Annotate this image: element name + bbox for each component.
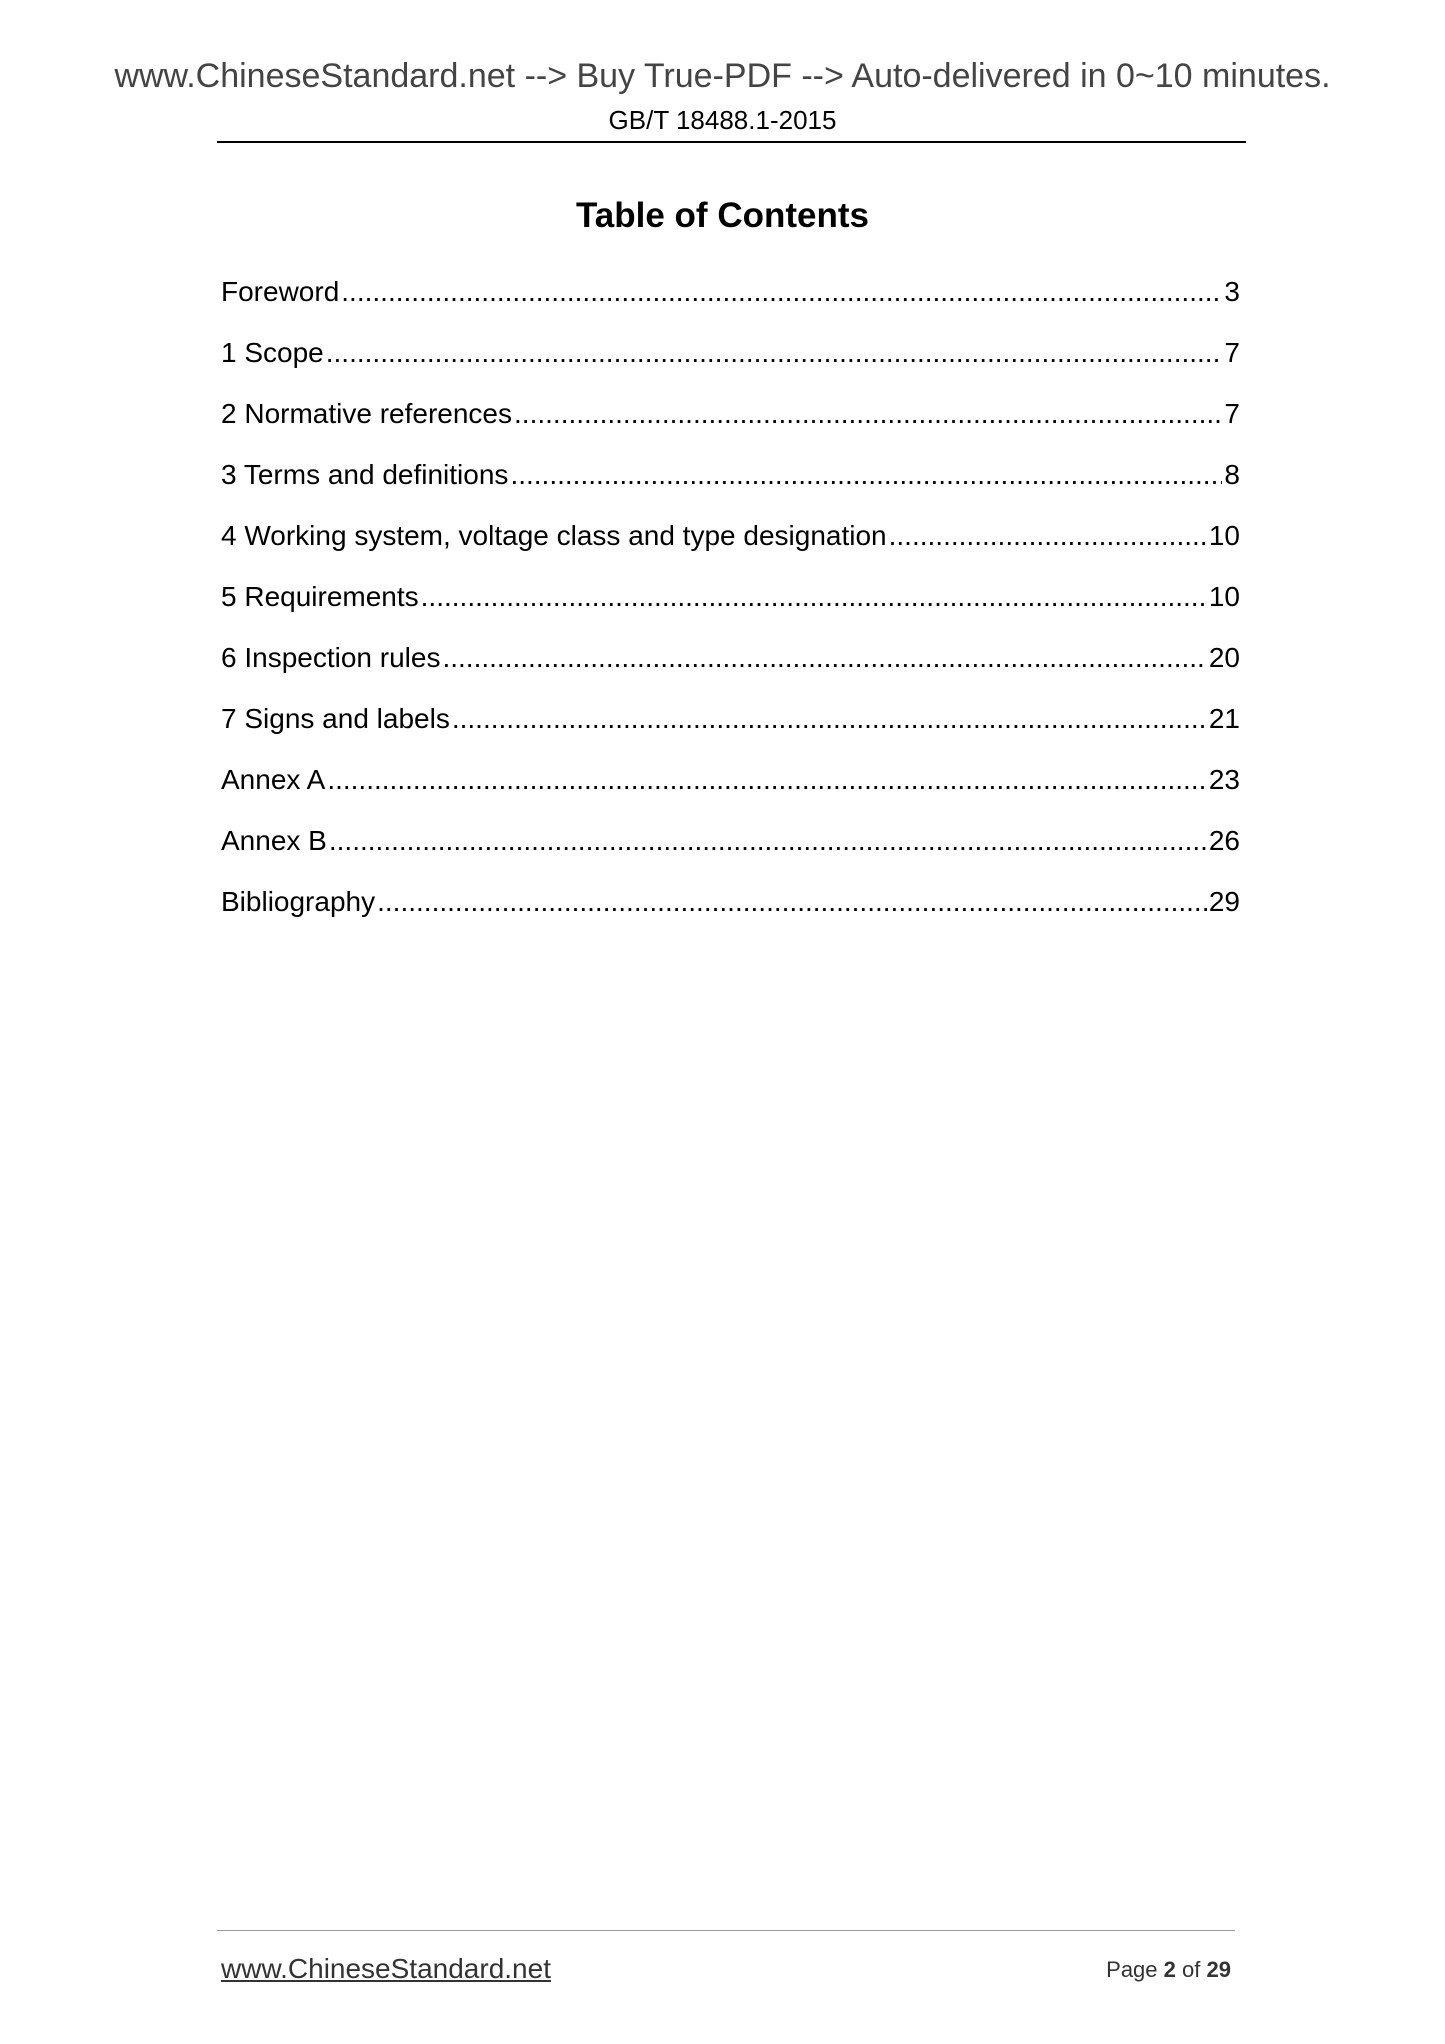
toc-entry-label: 7 Signs and labels xyxy=(221,703,450,734)
toc-dot-leader xyxy=(442,638,1206,678)
toc-entry-label: 2 Normative references xyxy=(221,398,513,429)
toc-entry-page: 7 xyxy=(1224,398,1240,429)
header-divider xyxy=(217,141,1246,143)
toc-entry-page: 3 xyxy=(1224,276,1240,307)
toc-entry-label: 1 Scope xyxy=(221,337,324,368)
toc-dot-leader xyxy=(452,699,1207,739)
toc-entry-label: 6 Inspection rules xyxy=(221,642,441,673)
toc-entry-label: Foreword xyxy=(221,276,340,307)
toc-dot-leader xyxy=(421,577,1207,617)
toc-entry[interactable] xyxy=(221,882,1240,943)
toc-entry[interactable] xyxy=(221,516,1240,577)
footer-divider xyxy=(217,1930,1235,1931)
toc-entry-page: 23 xyxy=(1208,764,1240,795)
page-total: 29 xyxy=(1206,1957,1231,1982)
toc-entry[interactable] xyxy=(221,394,1240,455)
toc-entry-page: 29 xyxy=(1208,886,1240,917)
toc-entry[interactable] xyxy=(221,272,1240,333)
toc-entry[interactable] xyxy=(221,455,1240,516)
toc-dot-leader xyxy=(327,760,1207,800)
toc-entry-label: Annex B xyxy=(221,825,327,856)
toc-dot-leader xyxy=(329,821,1207,861)
document-number: GB/T 18488.1-2015 xyxy=(608,105,837,135)
page-of: of xyxy=(1182,1957,1201,1982)
toc-dot-leader xyxy=(889,516,1207,556)
toc-title: Table of Contents xyxy=(576,196,869,235)
page-current: 2 xyxy=(1163,1957,1176,1982)
toc-entry-page: 7 xyxy=(1224,337,1240,368)
toc-entry-label: 5 Requirements xyxy=(221,581,419,612)
toc-dot-leader xyxy=(341,272,1222,312)
toc-entry-label: Bibliography xyxy=(221,886,376,917)
toc-entry[interactable] xyxy=(221,638,1240,699)
toc-entry-page: 20 xyxy=(1208,642,1240,673)
toc-entry-label: Annex A xyxy=(221,764,326,795)
toc-entry[interactable] xyxy=(221,333,1240,394)
footer-site-link[interactable]: www.ChineseStandard.net xyxy=(221,1953,551,1984)
top-banner: www.ChineseStandard.net --> Buy True-PDF --> Auto-delivered in 0~10 minutes. xyxy=(114,57,1331,95)
toc-entry[interactable] xyxy=(221,821,1240,882)
toc-entry-page: 10 xyxy=(1208,520,1240,551)
toc-dot-leader xyxy=(514,394,1222,434)
toc-entry-page: 26 xyxy=(1208,825,1240,856)
toc-entry[interactable] xyxy=(221,760,1240,821)
toc-dot-leader xyxy=(510,455,1222,495)
toc-entry-page: 21 xyxy=(1208,703,1240,734)
toc-entry-page: 8 xyxy=(1224,459,1240,490)
toc-dot-leader xyxy=(377,882,1207,922)
toc-dot-leader xyxy=(326,333,1223,373)
toc-entry-page: 10 xyxy=(1208,581,1240,612)
toc-entry[interactable] xyxy=(221,577,1240,638)
toc-entry-label: 4 Working system, voltage class and type designation xyxy=(221,520,887,551)
toc-entry[interactable] xyxy=(221,699,1240,760)
toc-list xyxy=(221,272,1240,943)
toc-entry-label: 3 Terms and definitions xyxy=(221,459,509,490)
page-indicator xyxy=(1106,1956,1231,1984)
page-prefix: Page xyxy=(1106,1957,1158,1982)
